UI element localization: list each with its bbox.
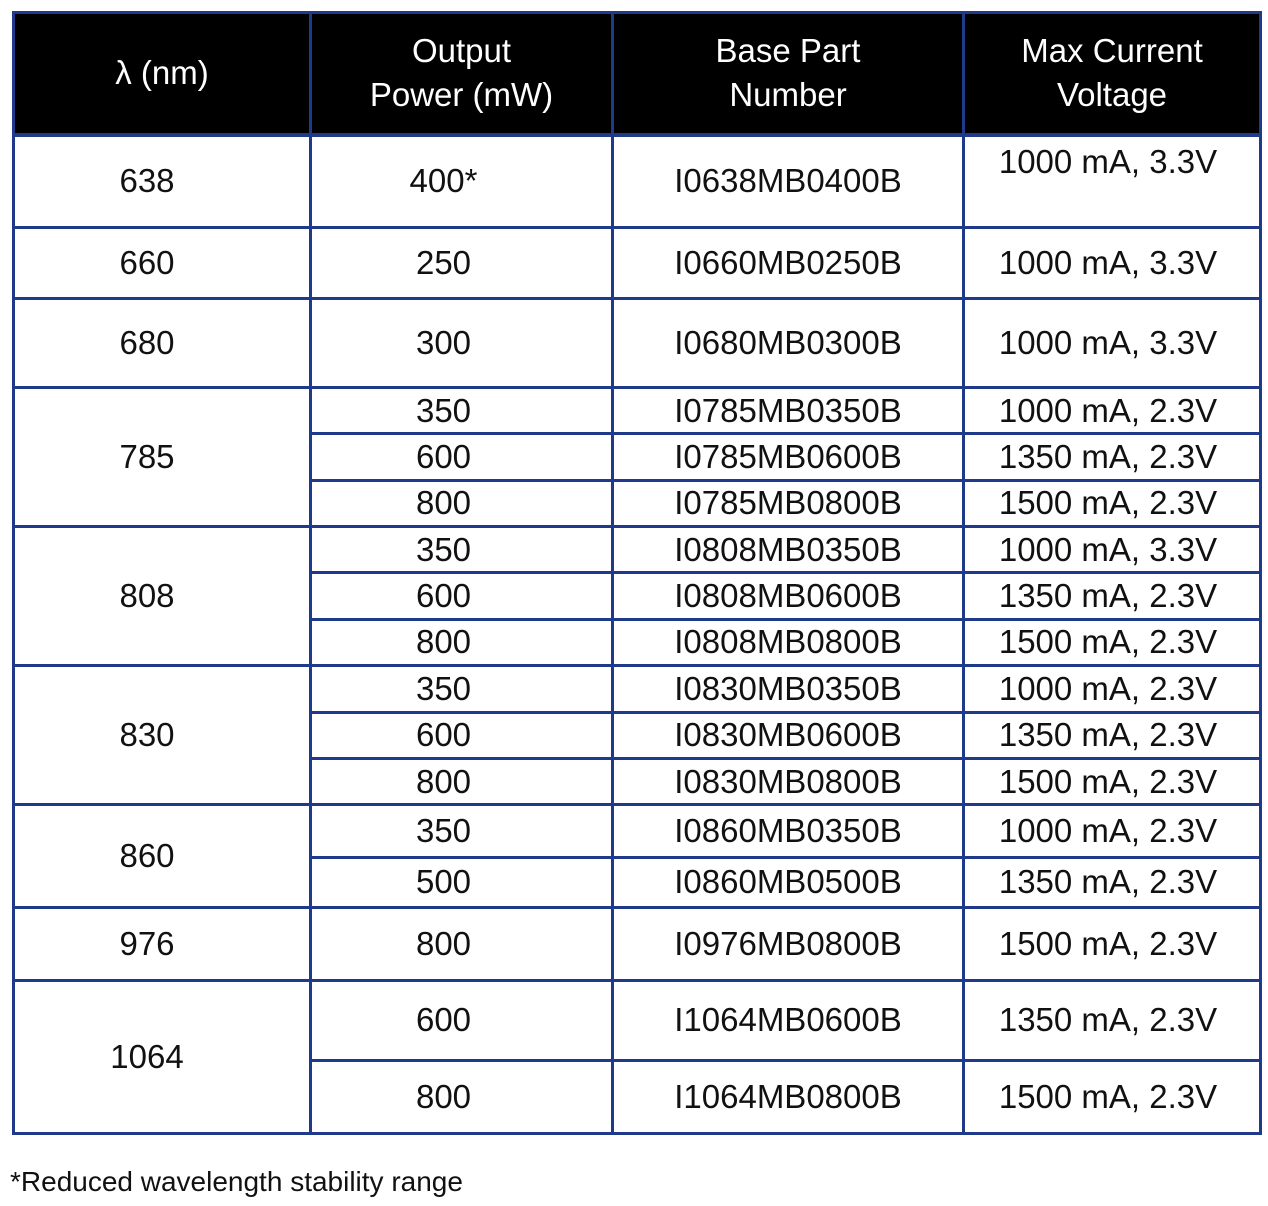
header-line: Base Part xyxy=(715,32,861,70)
header-row xyxy=(14,13,1261,135)
part-number-cell: I0830MB0600B xyxy=(613,712,964,758)
part-number-cell: I0785MB0600B xyxy=(613,434,964,480)
wavelength-cell: 808 xyxy=(14,527,311,666)
part-number-cell: I0808MB0350B xyxy=(613,527,964,573)
table-row xyxy=(14,527,1261,573)
max-current-voltage-cell: 1350 mA, 2.3V xyxy=(964,980,1261,1061)
max-current-voltage-cell: 1000 mA, 2.3V xyxy=(964,666,1261,712)
part-number-cell: I0808MB0800B xyxy=(613,619,964,665)
output-power-cell: 350 xyxy=(311,666,613,712)
part-number-cell: I0860MB0500B xyxy=(613,857,964,907)
part-number-cell: I0808MB0600B xyxy=(613,573,964,619)
header-line: Power (mW) xyxy=(369,76,554,114)
table-row xyxy=(14,299,1261,388)
table-header xyxy=(14,13,1261,135)
header-line: λ (nm) xyxy=(115,54,209,92)
output-power-cell: 400* xyxy=(311,135,613,228)
max-current-voltage-cell: 1500 mA, 2.3V xyxy=(964,619,1261,665)
max-current-voltage-cell: 1500 mA, 2.3V xyxy=(964,908,1261,981)
table-row xyxy=(14,227,1261,299)
wavelength-cell: 680 xyxy=(14,299,311,388)
header-line: Output xyxy=(411,32,512,70)
wavelength-cell: 785 xyxy=(14,388,311,527)
part-number-cell: I0660MB0250B xyxy=(613,227,964,299)
output-power-cell: 800 xyxy=(311,758,613,804)
header-wavelength xyxy=(14,13,311,135)
part-number-cell: I0830MB0800B xyxy=(613,758,964,804)
max-current-voltage-cell: 1350 mA, 2.3V xyxy=(964,573,1261,619)
output-power-cell: 350 xyxy=(311,388,613,434)
output-power-cell: 800 xyxy=(311,1061,613,1134)
part-number-cell: I0860MB0350B xyxy=(613,805,964,857)
header-base-part-number xyxy=(613,13,964,135)
max-current-voltage-cell: 1000 mA, 2.3V xyxy=(964,805,1261,857)
output-power-cell: 250 xyxy=(311,227,613,299)
table-row xyxy=(14,805,1261,857)
table-row xyxy=(14,908,1261,981)
max-current-voltage-cell: 1000 mA, 3.3V xyxy=(964,527,1261,573)
output-power-cell: 800 xyxy=(311,480,613,526)
part-number-cell: I1064MB0800B xyxy=(613,1061,964,1134)
max-current-voltage-cell: 1000 mA, 3.3V xyxy=(964,135,1261,228)
part-number-cell: I0785MB0350B xyxy=(613,388,964,434)
wavelength-cell: 1064 xyxy=(14,980,311,1133)
spec-table xyxy=(12,11,1262,1135)
table-row xyxy=(14,388,1261,434)
table-row xyxy=(14,666,1261,712)
table-row xyxy=(14,980,1261,1061)
max-current-voltage-cell: 1500 mA, 2.3V xyxy=(964,480,1261,526)
wavelength-cell: 660 xyxy=(14,227,311,299)
wavelength-cell: 976 xyxy=(14,908,311,981)
part-number-cell: I0638MB0400B xyxy=(613,135,964,228)
part-number-cell: I0830MB0350B xyxy=(613,666,964,712)
wavelength-cell: 638 xyxy=(14,135,311,228)
max-current-voltage-cell: 1500 mA, 2.3V xyxy=(964,1061,1261,1134)
output-power-cell: 500 xyxy=(311,857,613,907)
part-number-cell: I0976MB0800B xyxy=(613,908,964,981)
output-power-cell: 600 xyxy=(311,712,613,758)
max-current-voltage-cell: 1350 mA, 2.3V xyxy=(964,712,1261,758)
header-output-power xyxy=(311,13,613,135)
part-number-cell: I0785MB0800B xyxy=(613,480,964,526)
output-power-cell: 350 xyxy=(311,805,613,857)
header-line: Voltage xyxy=(1056,76,1168,114)
output-power-cell: 800 xyxy=(311,908,613,981)
header-line: Number xyxy=(729,76,847,114)
part-number-cell: I0680MB0300B xyxy=(613,299,964,388)
max-current-voltage-cell: 1350 mA, 2.3V xyxy=(964,434,1261,480)
output-power-cell: 600 xyxy=(311,434,613,480)
wavelength-cell: 860 xyxy=(14,805,311,908)
header-max-current-voltage xyxy=(964,13,1261,135)
max-current-voltage-cell: 1350 mA, 2.3V xyxy=(964,857,1261,907)
header-line: Max Current xyxy=(1021,32,1203,70)
max-current-voltage-cell: 1000 mA, 2.3V xyxy=(964,388,1261,434)
max-current-voltage-cell: 1000 mA, 3.3V xyxy=(964,227,1261,299)
footnote: *Reduced wavelength stability range xyxy=(10,1166,463,1197)
output-power-cell: 600 xyxy=(311,573,613,619)
max-current-voltage-cell: 1500 mA, 2.3V xyxy=(964,758,1261,804)
part-number-cell: I1064MB0600B xyxy=(613,980,964,1061)
output-power-cell: 800 xyxy=(311,619,613,665)
output-power-cell: 350 xyxy=(311,527,613,573)
output-power-cell: 600 xyxy=(311,980,613,1061)
table-row xyxy=(14,135,1261,228)
table-body xyxy=(14,135,1261,1134)
max-current-voltage-cell: 1000 mA, 3.3V xyxy=(964,299,1261,388)
output-power-cell: 300 xyxy=(311,299,613,388)
wavelength-cell: 830 xyxy=(14,666,311,805)
